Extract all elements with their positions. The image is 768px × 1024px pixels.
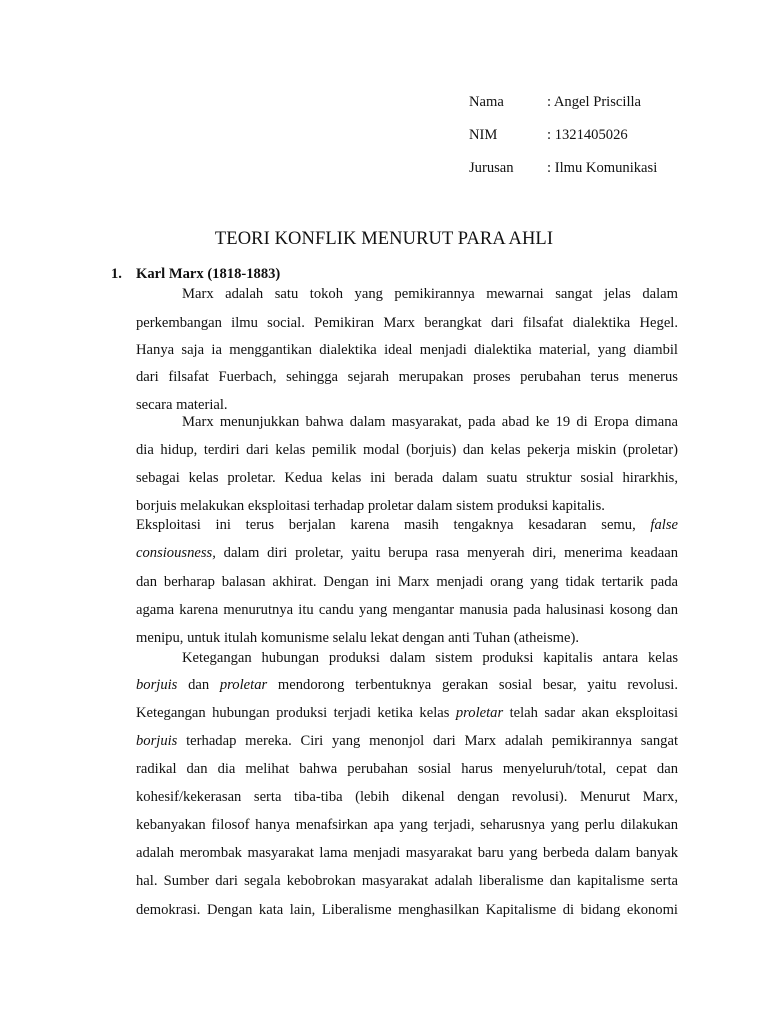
section-heading: Karl Marx (1818-1883)	[136, 266, 281, 282]
italic-term: proletar	[455, 705, 504, 721]
identity-label: NIM	[469, 127, 498, 143]
italic-term: borjuis	[136, 677, 178, 693]
paragraph-line: agama karena menurutnya itu candu yang mengantar manusia pada halusinasi kosong dan	[136, 602, 678, 618]
paragraph-line: Eksploitasi ini terus berjalan karena masih tengaknya kesadaran semu, false	[136, 517, 678, 533]
italic-term: borjuis	[136, 733, 178, 749]
identity-row-name	[469, 92, 657, 125]
paragraph-line: radikal dan dia melihat bahwa perubahan sosial harus menyeluruh/total, cepat dan	[136, 761, 678, 777]
document-title: TEORI KONFLIK MENURUT PARA AHLI	[214, 229, 554, 249]
paragraph-line: menipu, untuk itulah komunisme selalu lekat dengan anti Tuhan (atheisme).	[136, 630, 580, 646]
paragraph-line: sebagai kelas proletar. Kedua kelas ini berada dalam suatu struktur sosial hirarkhis,	[136, 470, 678, 486]
paragraph-line: Marx menunjukkan bahwa dalam masyarakat, pada abad ke 19 di Eropa dimana	[182, 414, 678, 430]
paragraph-line: Ketegangan hubungan produksi terjadi ketika kelas proletar telah sadar akan eksploitasi	[136, 705, 678, 721]
paragraph-line: Hanya saja ia menggantikan dialektika ideal menjadi dialektika material, yang diambil	[136, 342, 678, 358]
paragraph-line: perkembangan ilmu social. Pemikiran Marx berangkat dari filsafat dialektika Hegel.	[136, 315, 678, 331]
paragraph-line: dia hidup, terdiri dari kelas pemilik modal (borjuis) dan kelas pekerja miskin (proletar)	[136, 442, 678, 458]
identity-label: Jurusan	[469, 160, 514, 176]
paragraph-line: kebanyakan filosof hanya menafsirkan apa yang terjadi, seharusnya yang perlu dilakukan	[136, 817, 678, 833]
paragraph-line: borjuis melakukan eksploitasi terhadap proletar dalam sistem produksi kapitalis.	[136, 498, 605, 514]
identity-value: : 1321405026	[547, 127, 628, 143]
identity-label: Nama	[469, 94, 504, 110]
identity-value: : Ilmu Komunikasi	[547, 160, 658, 176]
paragraph-line: demokrasi. Dengan kata lain, Liberalisme menghasilkan Kapitalisme di bidang ekonomi	[136, 902, 678, 918]
section-number: 1.	[111, 266, 122, 282]
paragraph-line: dari filsafat Fuerbach, sehingga sejarah merupakan proses perubahan terus menerus	[136, 369, 678, 385]
student-identity	[469, 92, 657, 191]
identity-row-major	[469, 158, 657, 191]
paragraph-line: borjuis terhadap mereka. Ciri yang menonjol dari Marx adalah pemikirannya sangat	[136, 733, 678, 749]
paragraph-line: dan berharap balasan akhirat. Dengan ini Marx menjadi orang yang tidak tertarik pada	[136, 574, 678, 590]
paragraph-line: Marx adalah satu tokoh yang pemikirannya mewarnai sangat jelas dalam	[182, 286, 678, 302]
italic-term: false	[650, 517, 678, 533]
paragraph-line: kohesif/kekerasan serta tiba-tiba (lebih dikenal dengan revolusi). Menurut Marx,	[136, 789, 678, 805]
identity-row-nim	[469, 125, 657, 158]
paragraph-line: Ketegangan hubungan produksi dalam sistem produksi kapitalis antara kelas	[182, 650, 678, 666]
paragraph-line: adalah merombak masyarakat lama menjadi masyarakat baru yang berbeda dalam banyak	[136, 845, 678, 861]
paragraph-line: secara material.	[136, 397, 228, 413]
paragraph-line: consiousness, dalam diri proletar, yaitu berupa rasa menyerah diri, menerima keadaan	[136, 545, 678, 561]
italic-term: consiousness,	[136, 545, 216, 561]
paragraph-line: borjuis dan proletar mendorong terbentuknya gerakan sosial besar, yaitu revolusi.	[136, 677, 678, 693]
paragraph-line: hal. Sumber dari segala kebobrokan masyarakat adalah liberalisme dan kapitalisme serta	[136, 873, 678, 889]
italic-term: proletar	[219, 677, 268, 693]
identity-value: : Angel Priscilla	[547, 94, 642, 110]
